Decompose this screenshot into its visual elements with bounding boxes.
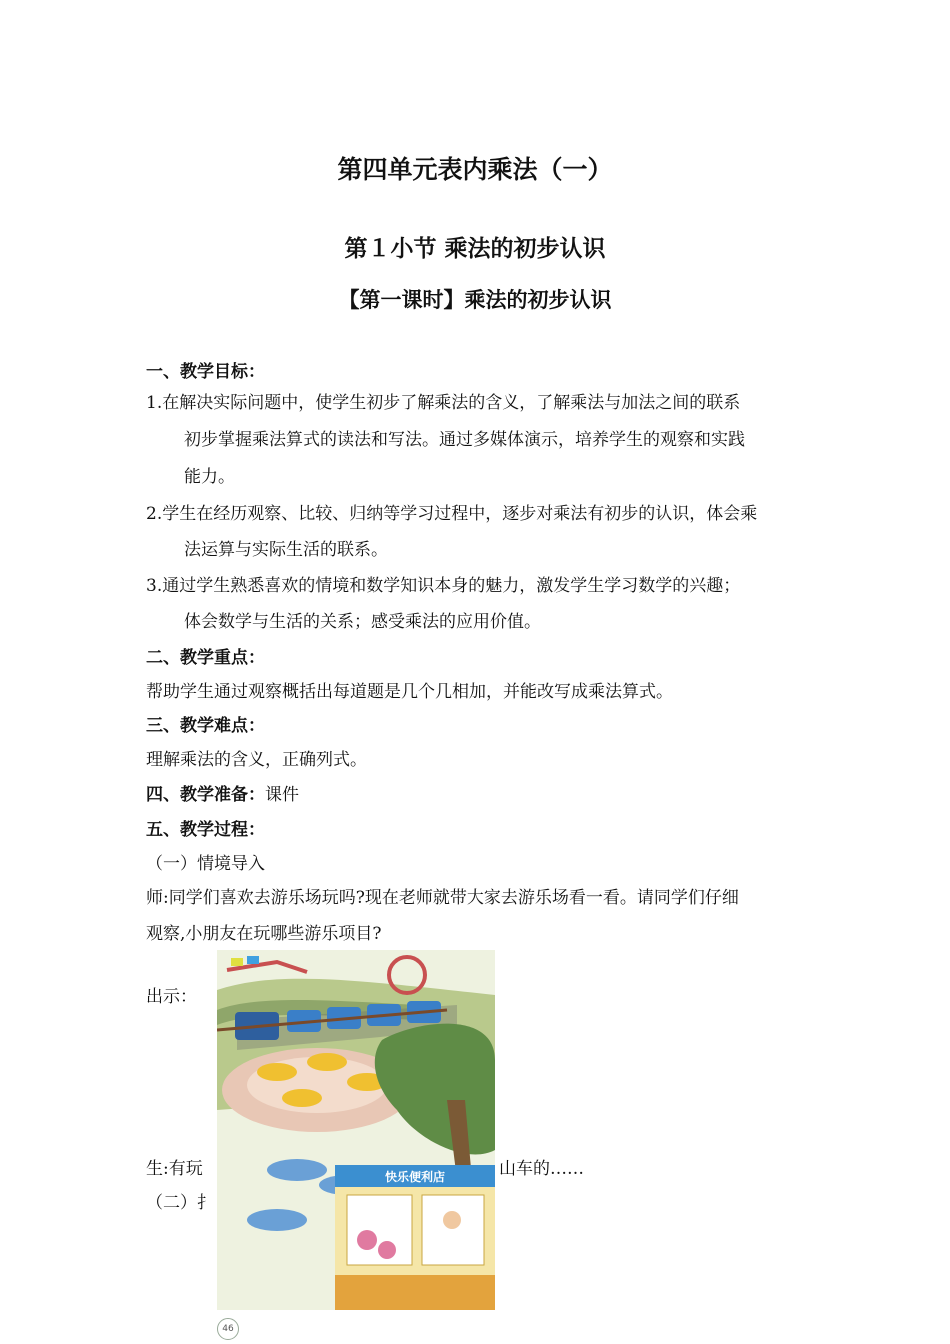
part-1-heading: （一）情境导入 [146, 854, 265, 874]
goal-2-line-2: 法运算与实际生活的联系。 [184, 540, 388, 560]
goal-1-line-3: 能力。 [184, 467, 235, 487]
unit-title: 第四单元表内乘法（一） [337, 155, 613, 184]
student-answer-start: 生:有玩 [146, 1159, 203, 1179]
show-label: 出示： [146, 987, 197, 1007]
student-answer-end: 山车的…… [499, 1159, 584, 1179]
teacher-line-1: 师:同学们喜欢去游乐场玩吗?现在老师就带大家去游乐场看一看。请同学们仔细 [146, 888, 739, 908]
shopkeeper [443, 1211, 461, 1229]
preparation-text: 课件 [265, 785, 299, 805]
amusement-park-illustration [217, 950, 495, 1310]
goal-2-line-1: 2.学生在经历观察、比较、归纳等学习过程中，逐步对乘法有初步的认识，体会乘 [146, 504, 758, 524]
teacher-line-2: 观察,小朋友在玩哪些游乐项目? [146, 924, 382, 942]
key-points-text: 帮助学生通过观察概括出每道题是几个几相加，并能改写成乘法算式。 [146, 682, 673, 702]
lesson-title: 【第一课时】乘法的初步认识 [338, 287, 612, 312]
goal-1-line-2: 初步掌握乘法算式的读法和写法。通过多媒体演示，培养学生的观察和实践 [184, 430, 745, 450]
difficulties-text: 理解乘法的含义，正确列式。 [146, 750, 367, 770]
heading-process: 五、教学过程： [146, 820, 265, 840]
page-number-badge: 46 [217, 1318, 239, 1340]
goal-3-line-2: 体会数学与生活的关系；感受乘法的应用价值。 [184, 612, 541, 632]
part-2-heading-partial: （二）扌 [146, 1193, 214, 1213]
heading-difficulties: 三、教学难点： [146, 716, 265, 736]
store-sign: 快乐便利店 [384, 1170, 446, 1184]
goal-3-line-1: 3.通过学生熟悉喜欢的情境和数学知识本身的魅力，激发学生学习数学的兴趣； [146, 576, 741, 596]
section-title: 第１小节 乘法的初步认识 [344, 235, 606, 262]
ride-cup [247, 1209, 307, 1231]
heading-preparation: 四、教学准备： [146, 785, 265, 805]
heading-goals: 一、教学目标： [146, 362, 265, 382]
ride-cup [267, 1159, 327, 1181]
preparation-line [146, 783, 299, 807]
heading-key-points: 二、教学重点： [146, 648, 265, 668]
goal-1-line-1: 1.在解决实际问题中，使学生初步了解乘法的含义，了解乘法与加法之间的联系 [146, 393, 741, 413]
